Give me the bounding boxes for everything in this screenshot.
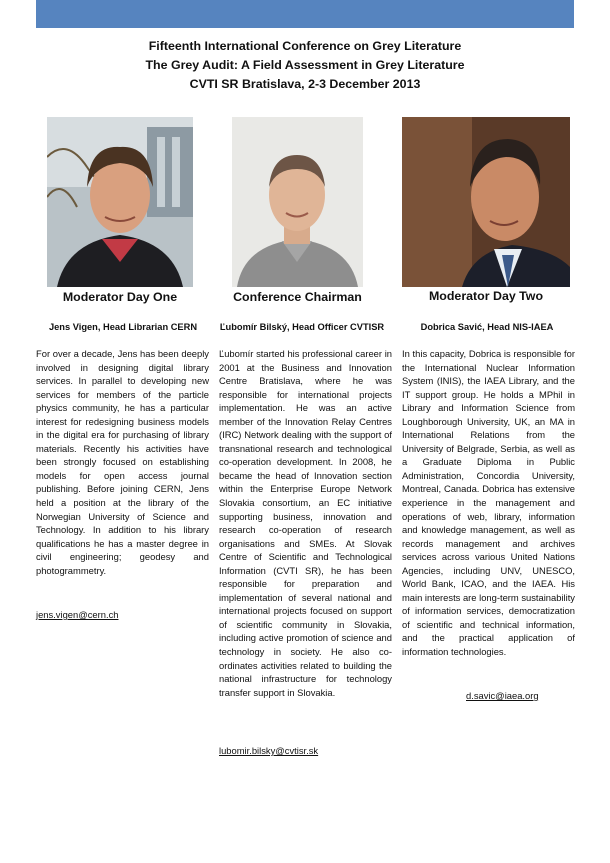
email-jens-vigen[interactable]: jens.vigen@cern.ch	[36, 609, 119, 620]
name-dobrica-savic: Dobrica Savić, Head NIS-IAEA	[420, 322, 554, 332]
role-conference-chairman: Conference Chairman	[233, 290, 362, 304]
dobrica-savic-photo	[402, 117, 570, 287]
name-lubomir-bilsky: Ľubomír Bilský, Head Officer CVTISR	[219, 322, 385, 332]
bio-jens-vigen: For over a decade, Jens has been deeply involved in designing digital library services. In parallel to developing new services for members of the particle physics community, he has a particular interest for redesigning business models in the digital era for purchasing of library materials. Recently his activities have been strongly focused on establishing models for open access journal publishing. Before joining CERN, Jens held a position at the library of the Norwegian University of Science and Technology. In addition to his library qualifications he has a master degree in civil engineering; geodesy and photogrammetry.	[36, 348, 209, 576]
name-jens-vigen: Jens Vigen, Head Librarian CERN	[48, 322, 198, 332]
lubomir-bilsky-photo	[232, 117, 363, 287]
conference-title	[36, 37, 574, 94]
conference-title-line-1: Fifteenth International Conference on Grey Literature	[148, 39, 462, 53]
email-lubomir-bilsky[interactable]: lubomir.bilsky@cvtisr.sk	[219, 745, 319, 756]
jens-vigen-photo	[47, 117, 193, 287]
bio-lubomir-bilsky: Ľubomír started his professional career in 2001 at the Business and Innovation Centre Bratislava, where he was responsible for international projects implementation. He was an active member of the Innovation Relay Centres (IRC) Network dealing with the support of transnational research and technological co-operation development. In 2008, he became the head of Innovation section within the Enterprise Europe Network Slovakia consortium, an EC initiative supporting business, innovation and research co-operation of research organisations and SMEs. At Slovak Centre of Scientific and Technological Information (CVTI SR), he has been responsible for preparation and implementation of several national and international projects focused on support of scientific community in Slovakia, including active promotion of science and technology in society. He also co-ordinates activities related to building the national infrastructure for technology transfer support in Slovakia.	[219, 348, 392, 698]
role-moderator-day-one: Moderator Day One	[62, 290, 178, 304]
bio-dobrica-savic: In this capacity, Dobrica is responsible for the International Nuclear Information System (INIS), the IAEA Library, and the IT support group. He holds a MPhil in Library and Information Science from Loughborough University, UK, an MA in International Relations from the University of Belgrade, Serbia, as well as a Graduate Diploma in Public Administration, Concordia University, Montreal, Canada. Dobrica has extensive experience in the management and operations of web, library, information and knowledge management, as well as records management and archives services across various United Nations Agencies, including UNV, UNESCO, World Bank, ICAO, and the IAEA. His main interests are long-term sustainability of information services, democratization of scientific and technical information, and the practical application of information technologies.	[402, 348, 575, 658]
conference-title-line-2: The Grey Audit: A Field Assessment in Grey Literature	[145, 58, 465, 72]
conference-title-line-3: CVTI SR Bratislava, 2-3 December 2013	[189, 77, 421, 91]
role-moderator-day-two: Moderator Day Two	[428, 289, 544, 303]
email-dobrica-savic[interactable]: d.savic@iaea.org	[466, 690, 539, 701]
header-banner	[36, 0, 574, 28]
